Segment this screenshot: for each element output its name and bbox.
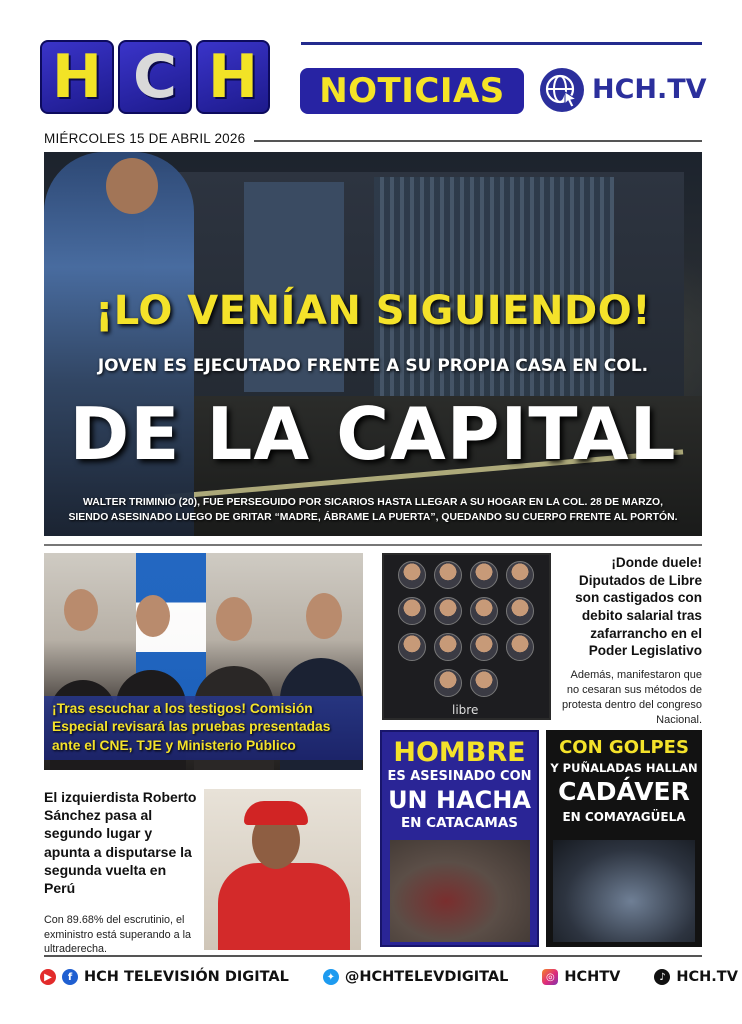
- photo-cap: [244, 801, 308, 825]
- footer-tv-label: HCH TELEVISIÓN DIGITAL: [84, 969, 289, 985]
- footer-instagram-label: HCHTV: [564, 969, 621, 985]
- portrait: [398, 633, 426, 661]
- hch-logo[interactable]: [40, 40, 270, 114]
- logo-letter-h2: H: [196, 40, 270, 114]
- portrait: [398, 597, 426, 625]
- portrait: [434, 633, 462, 661]
- box-line: EN CATACAMAS: [400, 815, 519, 832]
- tiktok-icon: ♪: [654, 969, 670, 985]
- globe-cursor-icon: [540, 68, 584, 112]
- portrait: [470, 669, 498, 697]
- box-line: HOMBRE: [393, 737, 526, 768]
- portrait: [470, 597, 498, 625]
- story-diputados-headline[interactable]: ¡Donde duele! Diputados de Libre son castigados con debito salarial tras zafarrancho en el Poder Legislativo: [575, 555, 702, 659]
- story-diputados-image[interactable]: [382, 553, 551, 720]
- twitter-icon: ✦: [323, 969, 339, 985]
- portrait: [434, 597, 462, 625]
- footer-twitter[interactable]: [323, 969, 509, 985]
- facebook-icon: f: [62, 969, 78, 985]
- photo-face: [64, 589, 98, 631]
- story-hombre-box[interactable]: [380, 730, 539, 947]
- date-divider: [254, 140, 702, 142]
- footer-tiktok-label: HCH.TV: [676, 969, 738, 985]
- story-hombre-image: [390, 840, 530, 942]
- footer-tiktok[interactable]: [654, 969, 738, 985]
- story-commission[interactable]: [44, 553, 363, 770]
- top-divider: [301, 42, 702, 45]
- portrait: [470, 561, 498, 589]
- logo-letter-h1: H: [40, 40, 114, 114]
- story-golpes-image: [553, 840, 695, 942]
- footer-twitter-label: @HCHTELEVDIGITAL: [344, 969, 509, 985]
- portrait: [506, 561, 534, 589]
- instagram-icon: ◎: [542, 969, 558, 985]
- hero-headline: ¡LO VENÍAN SIGUIENDO!: [95, 288, 651, 334]
- portrait: [470, 633, 498, 661]
- photo-face: [136, 595, 170, 637]
- story-golpes-box[interactable]: [546, 730, 702, 947]
- photo-body: [218, 863, 350, 950]
- photo-face: [216, 597, 252, 641]
- box-line: CADÁVER: [558, 777, 690, 807]
- box-line: UN HACHA: [388, 785, 531, 814]
- hero-subheadline: JOVEN ES EJECUTADO FRENTE A SU PROPIA CASA EN COL.: [97, 356, 649, 376]
- story-diputados-summary: Además, manifestaron que no cesaran sus métodos de protesta dentro del congreso Nacional.: [561, 669, 702, 726]
- middle-divider: [44, 544, 702, 546]
- box-line: EN COMAYAGÜELA: [562, 809, 686, 824]
- footer-instagram[interactable]: [542, 969, 620, 985]
- story-peru-summary: Con 89.68% del escrutinio, el exministro está superando a la ultraderecha.: [44, 914, 192, 956]
- box-line: CON GOLPES: [559, 737, 689, 758]
- issue-date: MIÉRCOLES 15 DE ABRIL 2026: [44, 131, 246, 146]
- box-line: Y PUÑALADAS HALLAN: [550, 760, 698, 775]
- hero-big-headline: DE LA CAPITAL: [69, 392, 677, 476]
- portrait: [434, 669, 462, 697]
- footer-divider: [44, 955, 702, 957]
- portrait: [398, 561, 426, 589]
- social-footer: [40, 966, 738, 988]
- site-link[interactable]: HCH.TV: [592, 74, 707, 105]
- hero-photo-officer-head: [106, 158, 158, 214]
- box-line: ES ASESINADO CON: [387, 768, 532, 784]
- portrait: [506, 597, 534, 625]
- photo-face: [306, 593, 342, 639]
- story-peru-headline[interactable]: El izquierdista Roberto Sánchez pasa al segundo lugar y apunta a disputarse la segunda vuelta en Perú: [44, 789, 197, 896]
- portrait: [434, 561, 462, 589]
- section-badge: NOTICIAS: [300, 68, 524, 114]
- hero-caption: WALTER TRIMINIO (20), FUE PERSEGUIDO POR SICARIOS HASTA LLEGAR A SU HOGAR EN LA COL. 28 DE MARZO, SIENDO ASESINADO LUEGO DE GRITAR “MADRE, ÁBRAME LA PUERTA”, QUEDANDO SU CUERPO FRENTE AL PORTÓN.: [68, 497, 678, 524]
- footer-tv[interactable]: [40, 969, 289, 985]
- story-commission-headline: ¡Tras escuchar a los testigos! Comisión Especial revisará las pruebas presentadas ante el CNE, TJE y Ministerio Público: [52, 701, 331, 753]
- hero-story[interactable]: [44, 152, 702, 536]
- story-peru-image[interactable]: [204, 789, 361, 950]
- libre-label: libre: [452, 703, 479, 717]
- youtube-icon: ▶: [40, 969, 56, 985]
- logo-letter-c: C: [118, 40, 192, 114]
- portrait: [506, 633, 534, 661]
